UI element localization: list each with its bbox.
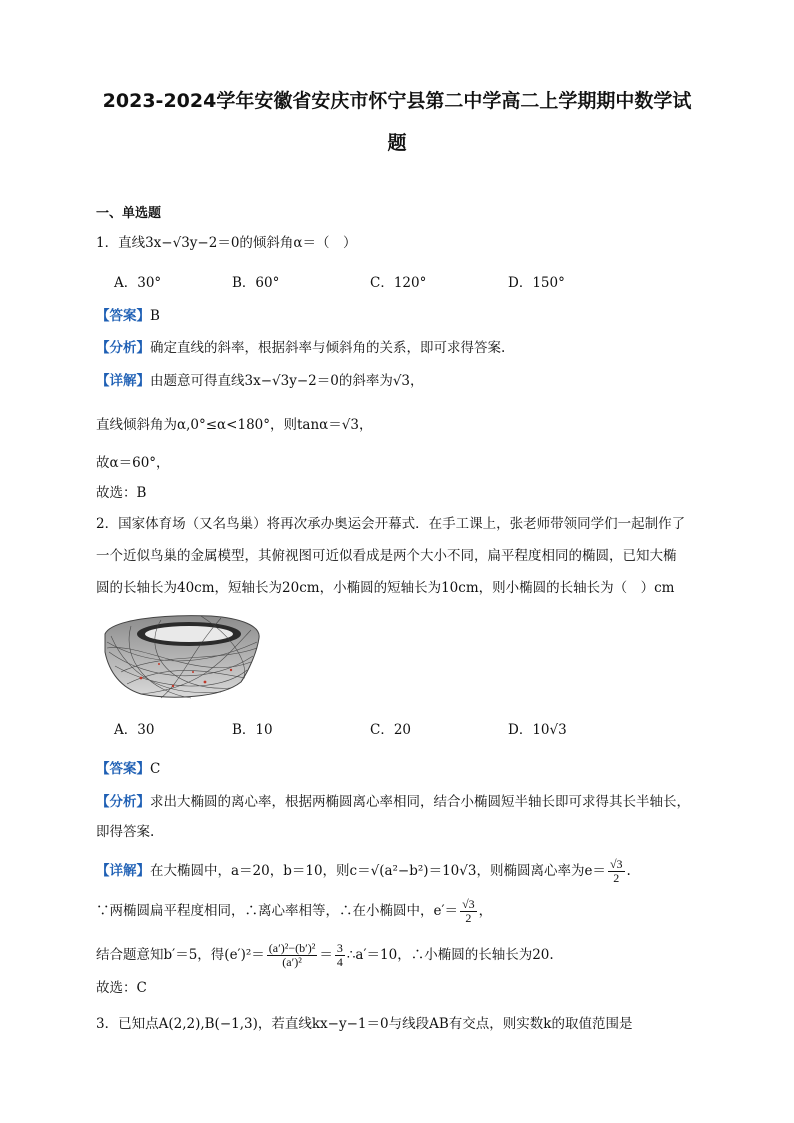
q2-option-a: A．30 [114, 722, 155, 738]
q2-option-b: B．10 [232, 722, 273, 738]
detail-tag: 【详解】 [96, 863, 150, 879]
q3-stem: 3．已知点A(2,2),B(−1,3)，若直线kx−y−1＝0与线段AB有交点，则实数k的取值范围是 [96, 1016, 633, 1032]
answer-tag: 【答案】 [96, 761, 150, 777]
document-title-line-1: 2023-2024学年安徽省安庆市怀宁县第二中学高二上学期期中数学试 [102, 90, 692, 112]
q2-option-d: D．10√3 [508, 722, 567, 738]
detail-tag: 【详解】 [96, 373, 150, 389]
answer-tag: 【答案】 [96, 308, 150, 324]
q1-option-a: A．30° [114, 275, 162, 291]
q1-option-d: D．150° [508, 275, 565, 291]
eccentricity-fraction: $\frac{√3}{2}$ [609, 857, 623, 885]
q1-option-c: C．120° [370, 275, 427, 291]
q2-analysis-line-1 [96, 792, 690, 812]
q2-detail: 在大椭圆中，a＝20，b＝10，则c＝√(a²−b²)＝10√3，则椭圆离心率为e＝ [150, 863, 606, 879]
section-heading: 一、单选题 [96, 206, 162, 221]
q2-option-c: C．20 [370, 722, 412, 738]
q1-analysis-line [96, 338, 505, 358]
q1-detail-line-2: 直线倾斜角为α,0°≤α<180°，则tanα＝√3， [96, 417, 373, 433]
q2-analysis-line-2: 即得答案. [96, 824, 155, 840]
q2-stem-line-1: 2．国家体育场（又名鸟巢）将再次承办奥运会开幕式．在手工课上，张老师带领同学们一起制作了 [96, 516, 686, 532]
q2-stem-line-3: 圆的长轴长为40cm，短轴长为20cm，小椭圆的短轴长为10cm，则小椭圆的长轴长为（ ）cm [96, 580, 675, 596]
q2-answer: C [150, 761, 161, 777]
q2-detail-line-2: ∵两椭圆扁平程度相同，∴离心率相等，∴在小椭圆中，e′＝ $\frac{√3}{2}$ ， [96, 897, 493, 925]
q1-choice: 故选：B [96, 485, 147, 501]
small-eccentricity-fraction: $\frac{√3}{2}$ [462, 897, 475, 925]
q2-answer-line [96, 759, 160, 779]
analysis-tag: 【分析】 [96, 340, 150, 356]
analysis-tag: 【分析】 [96, 794, 150, 810]
q1-analysis: 确定直线的斜率，根据斜率与倾斜角的关系，即可求得答案. [150, 340, 506, 356]
q1-detail-line-3: 故α＝60°， [96, 455, 170, 471]
q1-answer: B [150, 308, 160, 324]
q2-detail-line: 【详解】在大椭圆中，a＝20，b＝10，则c＝√(a²−b²)＝10√3，则椭圆离心率为e＝ $\frac{√3}{2}$ . [96, 857, 631, 885]
q1-answer-line [96, 306, 160, 326]
q2-detail-line-3: 结合题意知b′＝5，得(e′)²＝ $\frac{\text{(a′)²−(b′)²}}{\text{(a′)²}}$ ＝ $\frac{3}{4}$ ∴a′＝10，∴小椭圆的长轴长为20. [96, 941, 554, 969]
document-title-line-2: 题 [387, 132, 407, 154]
q2-analysis: 求出大椭圆的离心率，根据两椭圆离心率相同，结合小椭圆短半轴长即可求得其长半轴长， [150, 794, 690, 810]
q1-option-b: B．60° [232, 275, 280, 291]
q2-stem-line-2: 一个近似鸟巢的金属模型，其俯视图可近似看成是两个大小不同，扁平程度相同的椭圆，已知大椭 [96, 548, 677, 564]
three-quarters-fraction: $\frac{3}{4}$ [336, 941, 343, 969]
q2-choice: 故选：C [96, 980, 147, 996]
q1-detail: 由题意可得直线3x−√3y−2＝0的斜率为√3， [150, 373, 424, 389]
ratio-fraction: $\frac{\text{(a′)²−(b′)²}}{\text{(a′)²}}$ [268, 941, 316, 969]
q1-stem: 1．直线3x−√3y−2＝0的倾斜角α＝（ ） [96, 235, 357, 251]
birds-nest-model-image [101, 612, 266, 702]
q1-detail-line [96, 371, 424, 391]
